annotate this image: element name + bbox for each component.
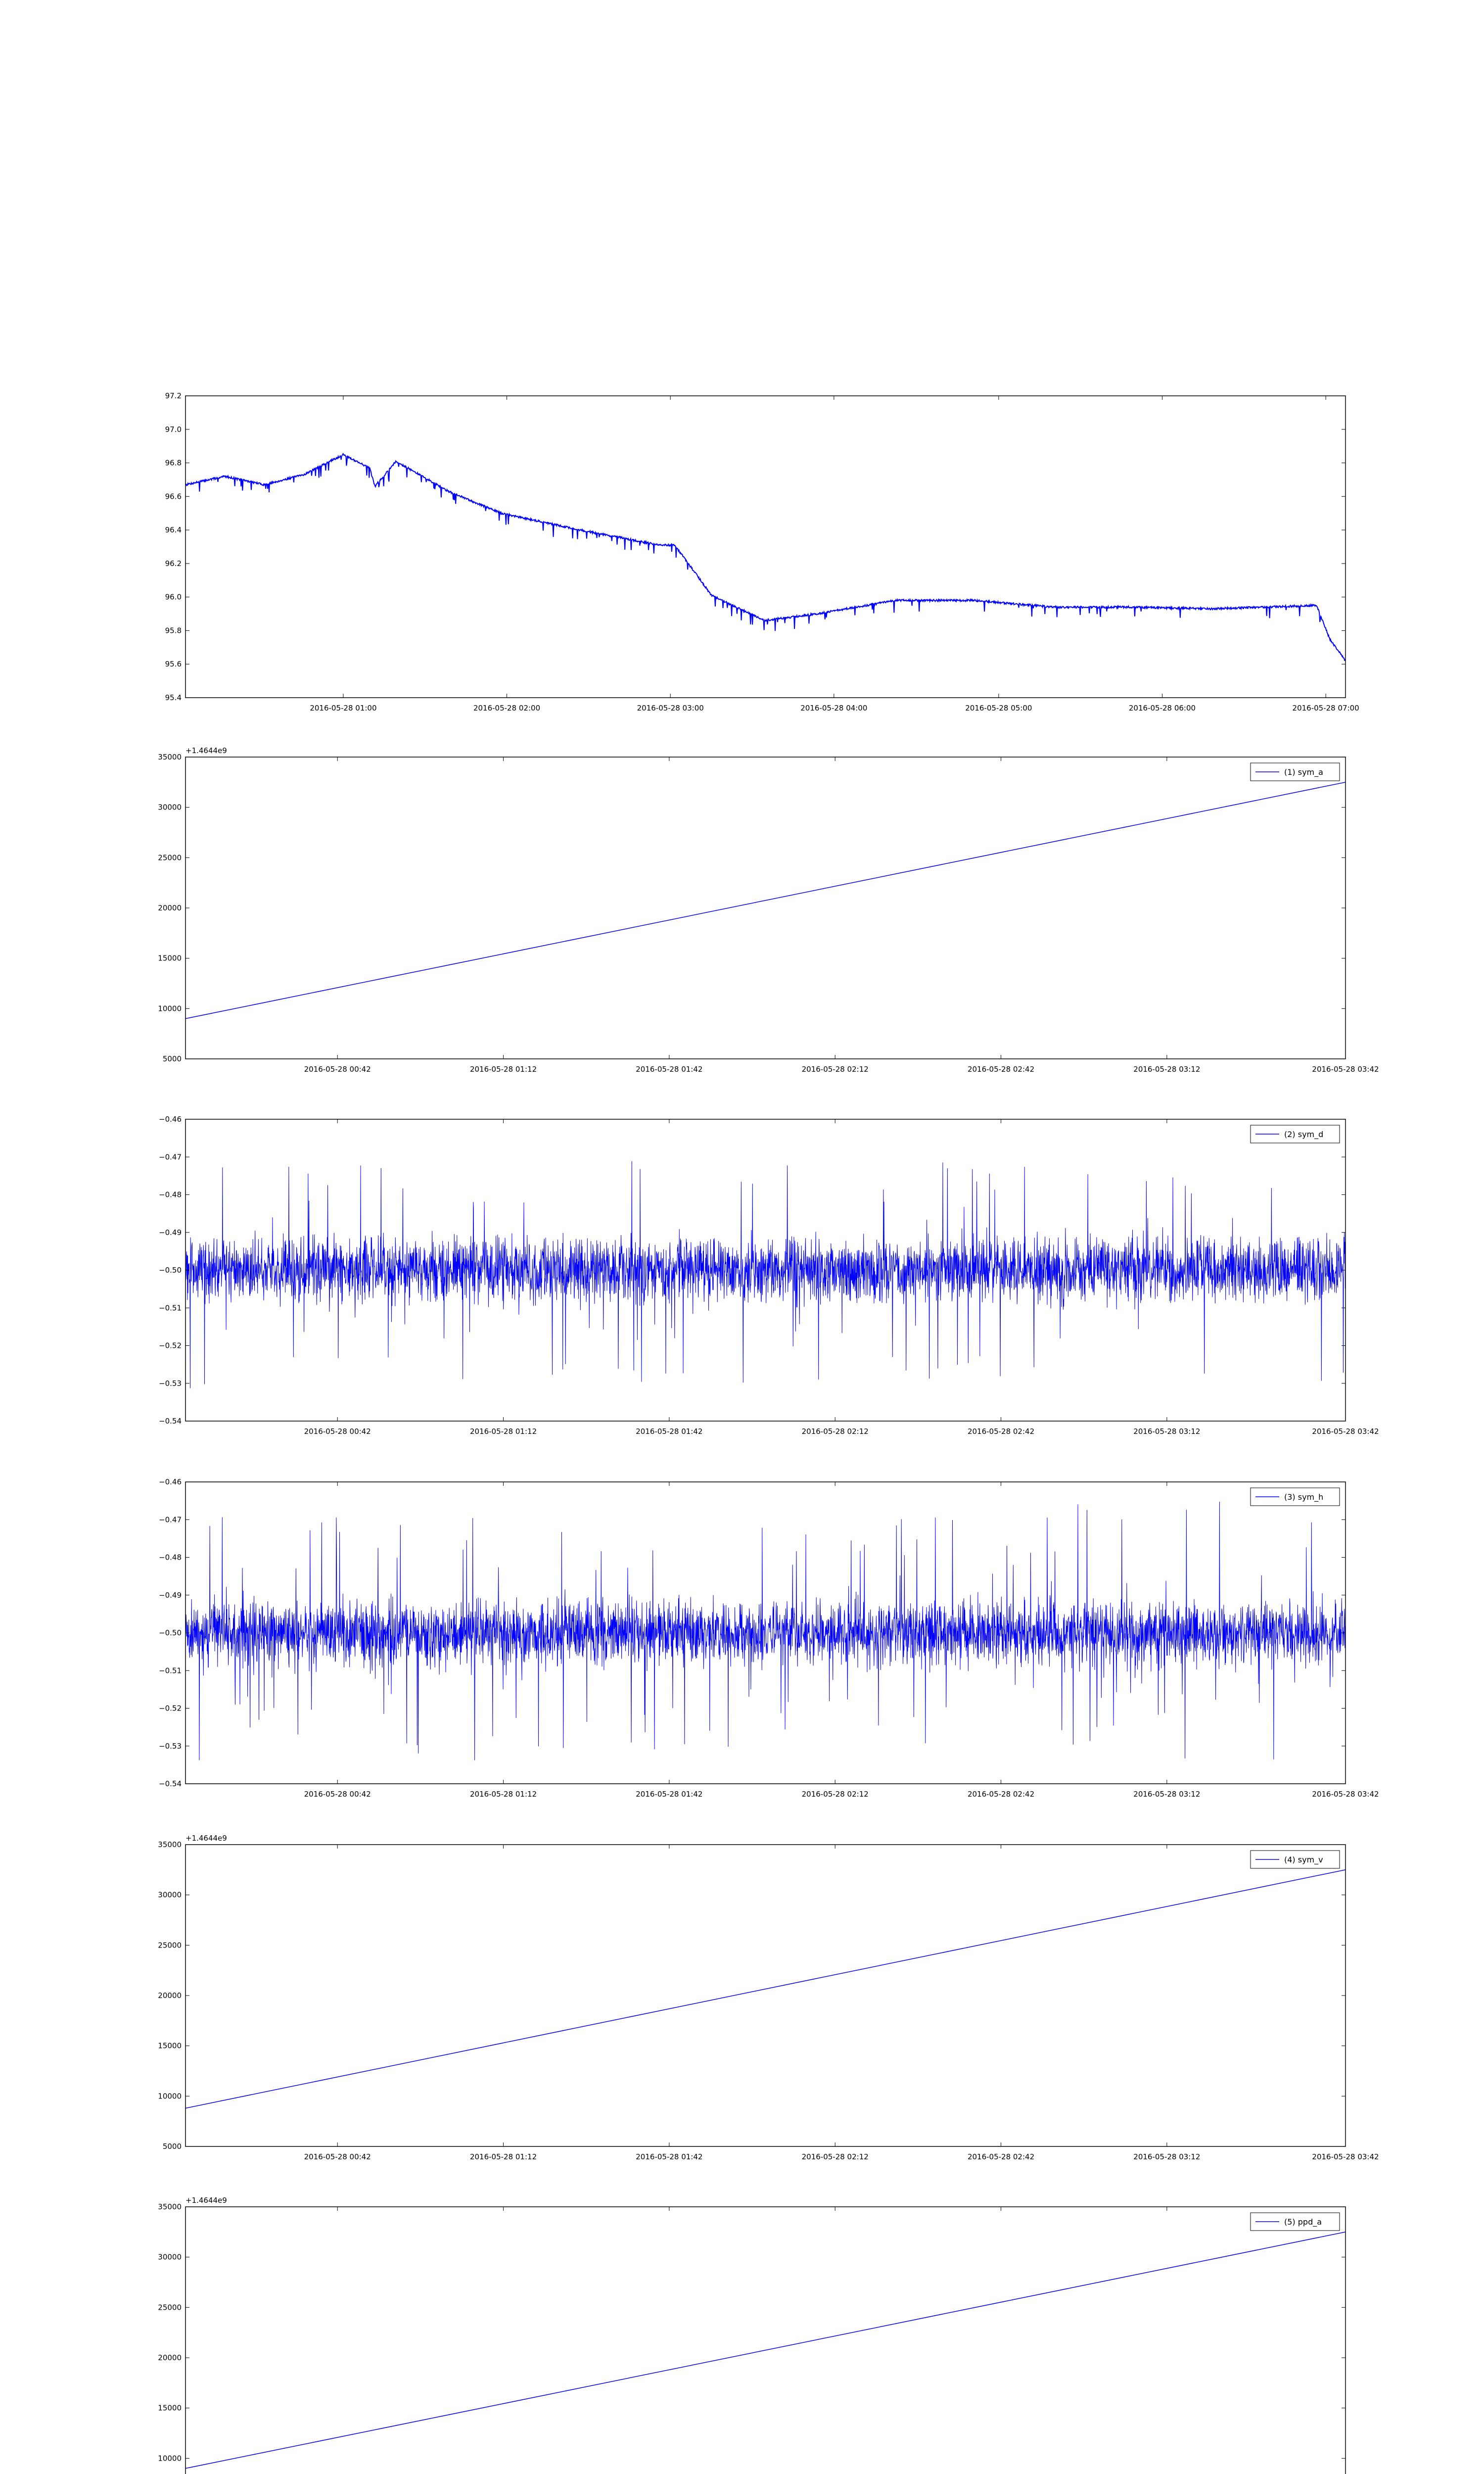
x-tick-label: 2016-05-28 02:12 bbox=[801, 1427, 869, 1436]
x-tick-label: 2016-05-28 03:12 bbox=[1133, 1790, 1201, 1799]
y-tick-label: −0.52 bbox=[159, 1704, 182, 1713]
y-offset-label: +1.4644e9 bbox=[186, 746, 227, 755]
y-tick-label: 10000 bbox=[158, 2092, 182, 2101]
series-line bbox=[186, 782, 1345, 1019]
y-tick-label: 96.6 bbox=[165, 492, 182, 501]
y-tick-label: 25000 bbox=[158, 853, 182, 862]
x-tick-label: 2016-05-28 03:12 bbox=[1133, 2152, 1201, 2161]
y-tick-label: 35000 bbox=[158, 753, 182, 761]
series-line bbox=[186, 2232, 1345, 2469]
y-tick-label: 15000 bbox=[158, 2041, 182, 2050]
y-tick-label: −0.52 bbox=[159, 1341, 182, 1350]
series-line bbox=[186, 1161, 1345, 1388]
y-tick-label: −0.54 bbox=[159, 1417, 182, 1426]
y-tick-label: 96.2 bbox=[165, 559, 182, 568]
x-tick-label: 2016-05-28 05:00 bbox=[965, 704, 1032, 713]
y-offset-label: +1.4644e9 bbox=[186, 1834, 227, 1843]
legend bbox=[1251, 1125, 1340, 1143]
x-tick-label: 2016-05-28 06:00 bbox=[1128, 704, 1196, 713]
legend-entry: (1) sym_a bbox=[1284, 767, 1323, 777]
x-tick-label: 2016-05-28 00:42 bbox=[304, 1065, 371, 1074]
y-tick-label: 10000 bbox=[158, 2454, 182, 2463]
chart-panel-2 bbox=[158, 746, 1379, 1074]
x-tick-label: 2016-05-28 01:42 bbox=[636, 1427, 703, 1436]
y-tick-label: 15000 bbox=[158, 2403, 182, 2413]
x-tick-label: 2016-05-28 04:00 bbox=[800, 704, 868, 713]
y-tick-label: −0.54 bbox=[159, 1779, 182, 1788]
y-tick-label: 5000 bbox=[162, 1054, 182, 1063]
y-tick-label: 97.2 bbox=[165, 391, 182, 400]
y-tick-label: 25000 bbox=[158, 2303, 182, 2312]
x-tick-label: 2016-05-28 01:12 bbox=[469, 1065, 537, 1074]
series-line bbox=[186, 1870, 1345, 2108]
y-tick-label: −0.46 bbox=[159, 1477, 182, 1486]
chart-panel-3 bbox=[159, 1115, 1379, 1436]
axes-frame bbox=[186, 757, 1345, 1059]
y-tick-label: 25000 bbox=[158, 1941, 182, 1950]
y-tick-label: 96.8 bbox=[165, 458, 182, 468]
legend-entry: (5) ppd_a bbox=[1284, 2217, 1322, 2227]
y-tick-label: −0.51 bbox=[159, 1666, 182, 1675]
y-tick-label: −0.47 bbox=[159, 1515, 182, 1524]
x-tick-label: 2016-05-28 02:42 bbox=[967, 1065, 1035, 1074]
y-tick-label: 15000 bbox=[158, 953, 182, 963]
y-tick-label: −0.53 bbox=[159, 1379, 182, 1388]
y-tick-label: 96.4 bbox=[165, 525, 182, 535]
series-3 bbox=[186, 1161, 1345, 1388]
chart-panel-5 bbox=[158, 1834, 1379, 2161]
y-tick-label: −0.50 bbox=[159, 1266, 182, 1275]
series-line bbox=[186, 454, 1345, 661]
y-tick-label: 95.8 bbox=[165, 626, 182, 635]
x-tick-label: 2016-05-28 01:42 bbox=[636, 1065, 703, 1074]
y-tick-label: −0.48 bbox=[159, 1190, 182, 1199]
legend bbox=[1251, 2213, 1340, 2231]
x-tick-label: 2016-05-28 03:42 bbox=[1312, 1427, 1379, 1436]
x-tick-label: 2016-05-28 00:42 bbox=[304, 2152, 371, 2161]
x-tick-label: 2016-05-28 01:42 bbox=[636, 2152, 703, 2161]
legend-entry: (3) sym_h bbox=[1284, 1492, 1324, 1502]
x-tick-label: 2016-05-28 02:00 bbox=[473, 704, 541, 713]
chart-panel-1 bbox=[165, 391, 1359, 713]
x-tick-label: 2016-05-28 01:00 bbox=[310, 704, 377, 713]
x-tick-label: 2016-05-28 07:00 bbox=[1292, 704, 1359, 713]
chart-panel-4 bbox=[159, 1477, 1379, 1799]
y-tick-label: 10000 bbox=[158, 1004, 182, 1013]
y-tick-label: −0.48 bbox=[159, 1553, 182, 1562]
y-tick-label: 97.0 bbox=[165, 425, 182, 434]
series-line bbox=[186, 1502, 1345, 1760]
axes-frame bbox=[186, 1845, 1345, 2146]
series-2 bbox=[186, 782, 1345, 1019]
y-tick-label: 30000 bbox=[158, 2252, 182, 2262]
legend bbox=[1251, 1851, 1340, 1868]
series-1 bbox=[186, 454, 1345, 661]
y-tick-label: −0.51 bbox=[159, 1303, 182, 1313]
y-tick-label: −0.49 bbox=[159, 1228, 182, 1237]
x-tick-label: 2016-05-28 00:42 bbox=[304, 1427, 371, 1436]
x-tick-label: 2016-05-28 03:12 bbox=[1133, 1427, 1201, 1436]
x-tick-label: 2016-05-28 01:12 bbox=[469, 2152, 537, 2161]
y-tick-label: 30000 bbox=[158, 1890, 182, 1900]
y-tick-label: 30000 bbox=[158, 803, 182, 812]
y-tick-label: 35000 bbox=[158, 1840, 182, 1849]
y-tick-label: −0.46 bbox=[159, 1115, 182, 1124]
chart-panel-6 bbox=[158, 2196, 1379, 2474]
legend bbox=[1251, 763, 1340, 781]
x-tick-label: 2016-05-28 02:42 bbox=[967, 1790, 1035, 1799]
x-tick-label: 2016-05-28 02:42 bbox=[967, 1427, 1035, 1436]
y-tick-label: 95.4 bbox=[165, 693, 182, 702]
y-tick-label: 96.0 bbox=[165, 592, 182, 602]
y-tick-label: 95.6 bbox=[165, 660, 182, 669]
legend-entry: (2) sym_d bbox=[1284, 1130, 1324, 1139]
legend bbox=[1251, 1488, 1340, 1506]
series-5 bbox=[186, 1870, 1345, 2108]
series-4 bbox=[186, 1502, 1345, 1760]
x-tick-label: 2016-05-28 03:42 bbox=[1312, 1065, 1379, 1074]
legend-entry: (4) sym_v bbox=[1284, 1855, 1323, 1864]
y-tick-label: −0.49 bbox=[159, 1590, 182, 1600]
y-tick-label: −0.53 bbox=[159, 1741, 182, 1751]
y-tick-label: −0.47 bbox=[159, 1152, 182, 1162]
x-tick-label: 2016-05-28 03:42 bbox=[1312, 1790, 1379, 1799]
y-tick-label: 20000 bbox=[158, 2353, 182, 2362]
x-tick-label: 2016-05-28 00:42 bbox=[304, 1790, 371, 1799]
series-6 bbox=[186, 2232, 1345, 2469]
y-tick-label: 5000 bbox=[162, 2142, 182, 2151]
y-tick-label: 20000 bbox=[158, 904, 182, 912]
x-tick-label: 2016-05-28 02:42 bbox=[967, 2152, 1035, 2161]
x-tick-label: 2016-05-28 03:12 bbox=[1133, 1065, 1201, 1074]
x-tick-label: 2016-05-28 02:12 bbox=[801, 1065, 869, 1074]
x-tick-label: 2016-05-28 03:42 bbox=[1312, 2152, 1379, 2161]
y-tick-label: 20000 bbox=[158, 1991, 182, 2000]
axes-frame bbox=[186, 2207, 1345, 2474]
x-tick-label: 2016-05-28 01:12 bbox=[469, 1427, 537, 1436]
x-tick-label: 2016-05-28 01:42 bbox=[636, 1790, 703, 1799]
x-tick-label: 2016-05-28 02:12 bbox=[801, 1790, 869, 1799]
x-tick-label: 2016-05-28 02:12 bbox=[801, 2152, 869, 2161]
y-tick-label: −0.50 bbox=[159, 1628, 182, 1637]
axes-frame bbox=[186, 396, 1345, 698]
x-tick-label: 2016-05-28 01:12 bbox=[469, 1790, 537, 1799]
y-offset-label: +1.4644e9 bbox=[186, 2196, 227, 2205]
y-tick-label: 35000 bbox=[158, 2202, 182, 2211]
x-tick-label: 2016-05-28 03:00 bbox=[637, 704, 704, 713]
